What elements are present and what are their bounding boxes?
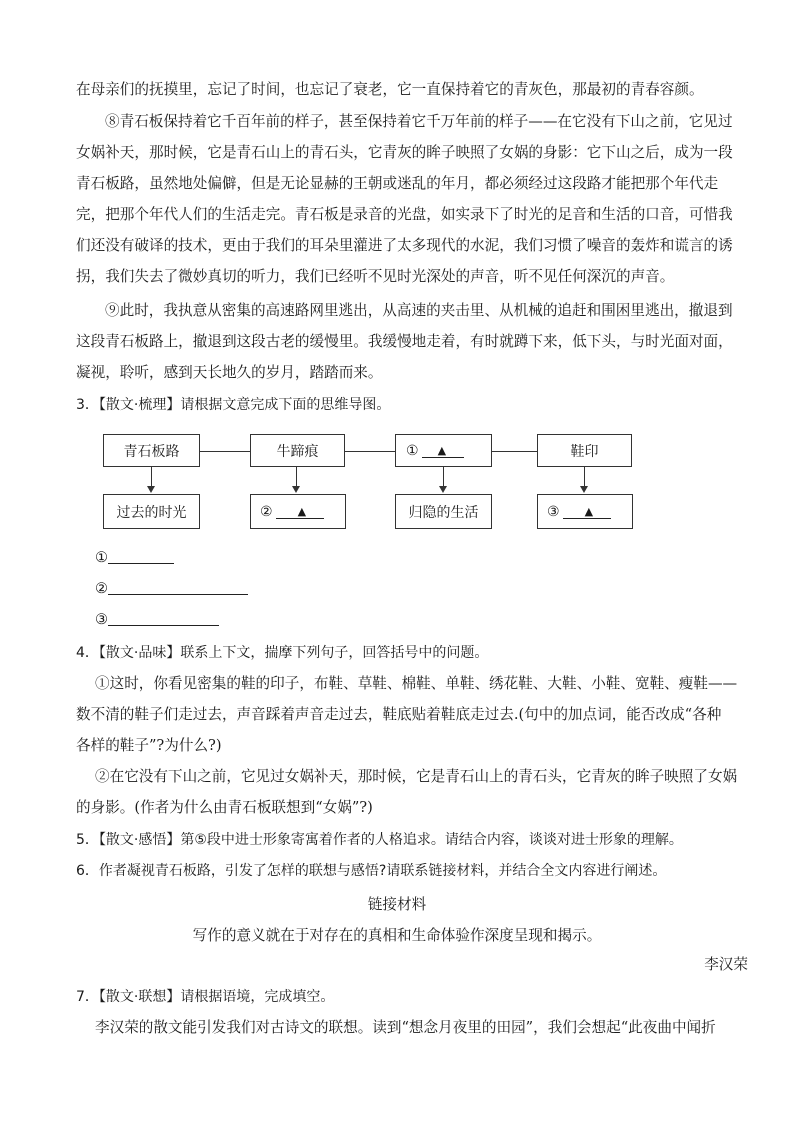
blank-number: ③ [547,503,560,520]
question-7-text: 李汉荣的散文能引发我们对古诗文的联想。读到“想念月夜里的田园”，我们会想起“此夜曲中闻折 [95,1019,716,1036]
answer-number: ③ [95,611,109,628]
arrow-head [439,486,447,493]
triangle-icon: ▲ [437,444,447,457]
map-node-hoof-marks: 牛蹄痕 [250,434,345,467]
arrow-head [147,486,155,493]
triangle-icon: ▲ [584,505,594,518]
question-4-sentence-1-line: 各样的鞋子”?为什么?) [76,737,222,754]
connector-line [345,451,395,452]
answer-number: ② [95,580,109,597]
paragraph-line: 完，把那个年代人们的生活走完。青石板是录音的光盘，如实录下了时光的足音和生活的口音，可惜我 [76,206,733,223]
arrow-line [443,467,444,486]
paragraph-line: 拐，我们失去了微妙真切的听力，我们已经听不见时光深处的声音，听不见任何深沉的声音。 [76,268,675,285]
answer-underline[interactable] [108,611,219,626]
answer-underline[interactable] [108,580,248,595]
triangle-icon: ▲ [297,505,307,518]
question-4-sentence-1-line: 数不清的鞋子们走过去，声音踩着声音走过去，鞋底贴着鞋底走过去.(句中的加点词，能否改成“各种 [76,706,722,723]
material-heading: 链接材料 [367,896,427,913]
paragraph-continuation: 在母亲们的抚摸里，忘记了时间，也忘记了衰老，它一直保持着它的青灰色，那最初的青春容颜。 [76,81,704,98]
paragraph-line: 青石板路，虽然地处偏僻，但是无论显赫的王朝或迷乱的年月，都必须经过这段路才能把那个年代走 [76,175,719,192]
question-4-sentence-1-line: ①这时，你看见密集的鞋的印子，布鞋、草鞋、棉鞋、单鞋、绣花鞋、大鞋、小鞋、宽鞋、瘦鞋—— [95,675,738,692]
paragraph-line: 凝视，聆听，感到天长地久的岁月，踏踏而来。 [76,364,383,381]
connector-line [492,451,537,452]
question-6-title: 6．作者凝视青石板路，引发了怎样的联想与感悟?请联系链接材料，并结合全文内容进行阐述。 [76,863,667,879]
answer-blank-3[interactable] [95,610,219,630]
question-7-title: 7．【散文·联想】请根据语境，完成填空。 [76,989,335,1005]
paragraph-line: ⑨此时，我执意从密集的高速路网里逃出，从高速的夹击里、从机械的追赶和围困里逃出，撤退到 [105,302,733,319]
connector-line [200,451,250,452]
map-node-stone-road: 青石板路 [103,434,200,467]
map-node-blank-3 [537,494,633,529]
arrow-line [584,467,585,486]
answer-blank-1[interactable] [95,548,174,568]
paragraph-line: 女娲补天，那时候，它是青石山上的青石头，它青灰的眸子映照了女娲的身影：它下山之后，成为一段 [76,144,733,161]
answer-number: ① [95,549,109,566]
arrow-head [292,486,300,493]
question-4-sentence-2-line: 的身影。(作者为什么由青石板联想到“女娲”?) [76,799,373,816]
map-node-blank-1 [395,434,492,467]
arrow-head [580,486,588,493]
blank-number: ② [260,503,273,520]
arrow-line [151,467,152,486]
answer-blank-2[interactable] [95,579,248,599]
map-node-blank-2 [250,494,346,529]
answer-underline[interactable] [108,549,174,564]
paragraph-line: 们还没有破译的技术，更由于我们的耳朵里灌进了太多现代的水泥，我们习惯了噪音的轰炸和谎言的诱 [76,237,733,254]
map-node-shoe-prints: 鞋印 [537,434,632,467]
question-3-title: 3．【散文·梳理】请根据文意完成下面的思维导图。 [76,397,391,413]
blank-number: ① [406,442,419,459]
paragraph-line: 这段青石板路上，撤退到这段古老的缓慢里。我缓慢地走着，有时就蹲下来，低下头，与时光面对面， [76,333,733,350]
paragraph-line: ⑧青石板保持着它千百年前的样子，甚至保持着它千万年前的样子——在它没有下山之前，它见过 [105,113,733,130]
material-author: 李汉荣 [704,956,748,973]
map-node-reclusive-life: 归隐的生活 [395,494,492,529]
material-text: 写作的意义就在于对存在的真相和生命体验作深度呈现和揭示。 [192,927,602,944]
question-5-title: 5．【散文·感悟】第⑤段中进士形象寄寓着作者的人格追求。请结合内容，谈谈对进士形象的理解。 [76,832,683,848]
map-node-past-time: 过去的时光 [103,494,200,529]
arrow-line [296,467,297,486]
question-4-sentence-2-line: ②在它没有下山之前，它见过女娲补天，那时候，它是青石山上的青石头，它青灰的眸子映照了女娲 [95,768,738,785]
question-4-title: 4．【散文·品味】联系上下文，揣摩下列句子，回答括号中的问题。 [76,645,489,661]
